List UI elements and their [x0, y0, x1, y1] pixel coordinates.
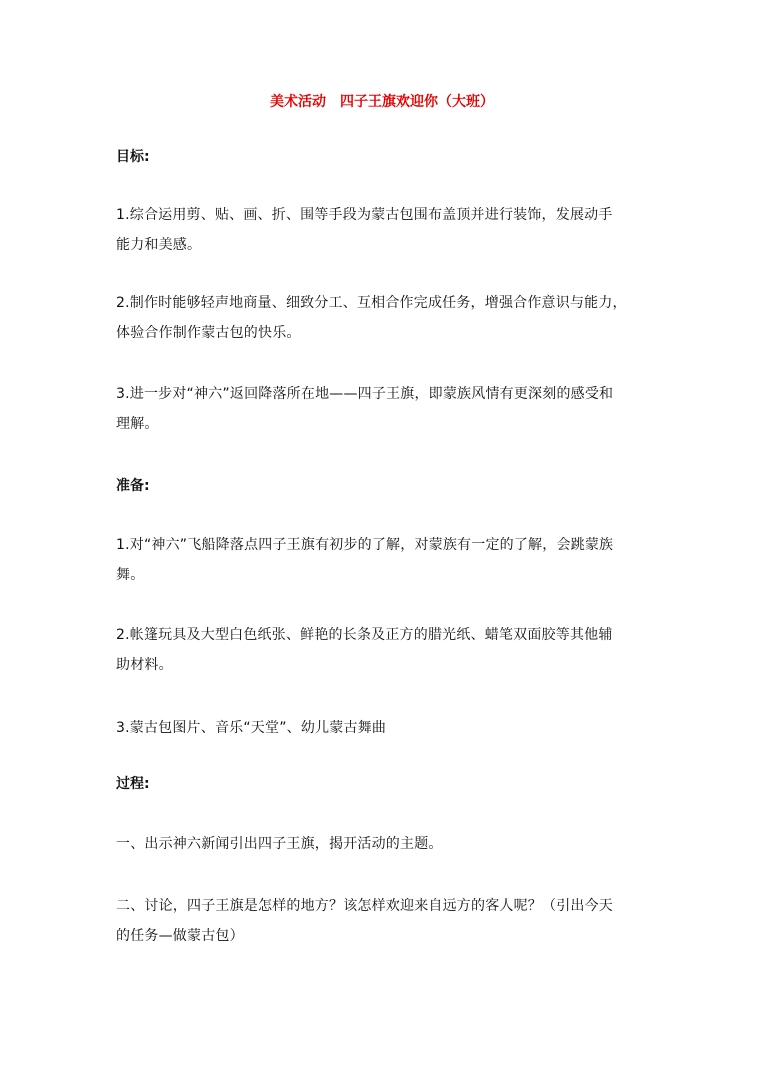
process-item-2	[116, 891, 656, 951]
preparation-heading: 准备:	[116, 478, 150, 494]
preparation-item-3-line-1: 3.蒙古包图片、音乐“天堂”、幼儿蒙古舞曲	[116, 720, 387, 736]
goal-item-3	[116, 379, 656, 439]
goals-heading: 目标:	[116, 149, 150, 165]
preparation-item-2-line-2: 助材料。	[116, 657, 173, 673]
process-item-2-line-2: 的任务—做蒙古包）	[116, 928, 244, 944]
goal-item-2-line-2: 体验合作制作蒙古包的快乐。	[116, 325, 301, 341]
preparation-item-3	[116, 713, 656, 743]
preparation-item-1-line-1: 1.对“神六”飞船降落点四子王旗有初步的了解，对蒙族有一定的了解，会跳蒙族	[116, 537, 614, 553]
preparation-item-1-line-2: 舞。	[116, 567, 145, 583]
preparation-item-1	[116, 530, 656, 590]
goal-item-2	[116, 288, 656, 348]
process-item-1	[116, 829, 656, 859]
goal-item-3-line-1: 3.进一步对“神六”返回降落所在地——四子王旗，即蒙族风情有更深刻的感受和	[116, 386, 614, 402]
goal-item-3-line-2: 理解。	[116, 416, 159, 432]
process-heading: 过程:	[116, 776, 150, 792]
process-item-2-line-1: 二、讨论，四子王旗是怎样的地方？该怎样欢迎来自远方的客人呢？（引出今天	[116, 898, 613, 914]
preparation-item-2	[116, 620, 656, 680]
process-item-1-line-1: 一、出示神六新闻引出四子王旗，揭开活动的主题。	[116, 836, 443, 852]
document-title: 美术活动 四子王旗欢迎你（大班）	[270, 94, 494, 110]
goal-item-2-line-1: 2.制作时能够轻声地商量、细致分工、互相合作完成任务，增强合作意识与能力，	[116, 295, 627, 311]
goal-item-1-line-1: 1.综合运用剪、贴、画、折、围等手段为蒙古包围布盖顶并进行装饰，发展动手	[116, 207, 613, 223]
goal-item-1-line-2: 能力和美感。	[116, 237, 202, 253]
goal-item-1	[116, 200, 656, 260]
preparation-item-2-line-1: 2.帐篷玩具及大型白色纸张、鲜艳的长条及正方的腊光纸、蜡笔双面胶等其他辅	[116, 627, 613, 643]
